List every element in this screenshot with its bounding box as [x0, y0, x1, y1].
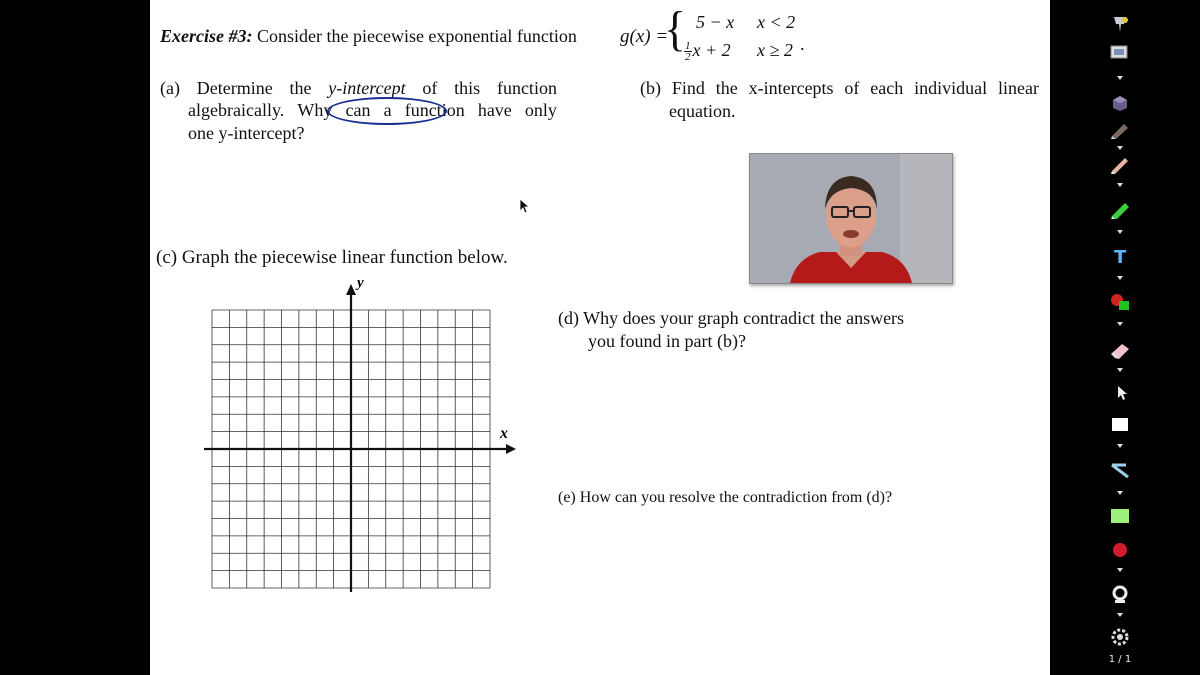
instructor-portrait — [750, 154, 952, 283]
line-tool-icon[interactable] — [1108, 460, 1132, 480]
instructor-webcam-video[interactable] — [749, 153, 953, 284]
case1-expression: 5 − x — [696, 12, 735, 32]
pen-annotation-circle — [327, 97, 447, 125]
highlighter-icon[interactable] — [1108, 120, 1132, 140]
eraser-cube-icon[interactable] — [1108, 92, 1132, 112]
pointer-icon[interactable] — [1108, 383, 1132, 403]
svg-text:T: T — [1114, 247, 1127, 266]
case1-condition: x < 2 — [757, 12, 796, 32]
annotation-toolbar — [1100, 0, 1140, 675]
y-axis-label: y — [357, 278, 364, 291]
pin-icon[interactable] — [1108, 14, 1132, 34]
mouse-cursor-icon — [519, 198, 529, 214]
function-definition — [620, 1, 820, 66]
circled-word-algebraically: algebraically. — [188, 100, 285, 120]
x-axis-arrow — [506, 444, 516, 454]
piecewise-brace: { — [664, 1, 687, 56]
case2-condition: x ≥ 2 — [757, 40, 793, 60]
magnifier-icon[interactable] — [1108, 585, 1132, 605]
eraser-icon[interactable] — [1108, 340, 1132, 360]
part-b-line2: equation. — [669, 101, 736, 121]
exercise-heading — [160, 26, 577, 47]
green-rectangle-icon[interactable] — [1108, 506, 1132, 526]
part-a-line3: one y-intercept? — [188, 123, 305, 143]
y-axis-arrow — [346, 284, 356, 295]
pencil-icon[interactable] — [1108, 154, 1132, 174]
worksheet-slide — [150, 0, 1050, 675]
part-e-text: (e) How can you resolve the contradiction from (d)? — [558, 489, 893, 506]
green-marker-icon[interactable] — [1108, 199, 1132, 219]
part-c-text: (c) Graph the piecewise linear function below. — [156, 247, 508, 268]
exercise-label: Exercise #3: — [160, 26, 253, 46]
shapes-icon[interactable] — [1108, 292, 1132, 312]
part-d-line1: (d) Why does your graph contradict the answers — [558, 308, 905, 328]
case2-expression: $\frac{1}{2}$ x + 2 — [685, 40, 731, 64]
exercise-text: Consider the piecewise exponential function — [256, 26, 577, 46]
function-name: g(x) = — [620, 26, 669, 47]
one-half-fraction: $\frac{1}{2}$ — [685, 40, 691, 64]
white-fill-icon[interactable] — [1108, 414, 1132, 434]
x-axis-label: x — [500, 425, 508, 442]
coordinate-grid[interactable] — [200, 278, 520, 598]
part-a-line1: (a) Determine the y-intercept of this function — [160, 78, 557, 98]
red-dot-icon[interactable] — [1108, 540, 1132, 560]
part-d-line2: you found in part (b)? — [588, 331, 746, 351]
definition-period: . — [800, 34, 805, 54]
part-a-line2: algebraically. Why can a function have only — [188, 100, 557, 120]
page-indicator: 1 / 1 — [1108, 654, 1132, 665]
text-tool-icon[interactable] — [1108, 246, 1132, 266]
part-b-line1: (b) Find the x-intercepts of each individual linear — [640, 78, 1039, 98]
settings-icon[interactable] — [1108, 627, 1132, 647]
screen-capture-icon[interactable] — [1108, 42, 1132, 62]
